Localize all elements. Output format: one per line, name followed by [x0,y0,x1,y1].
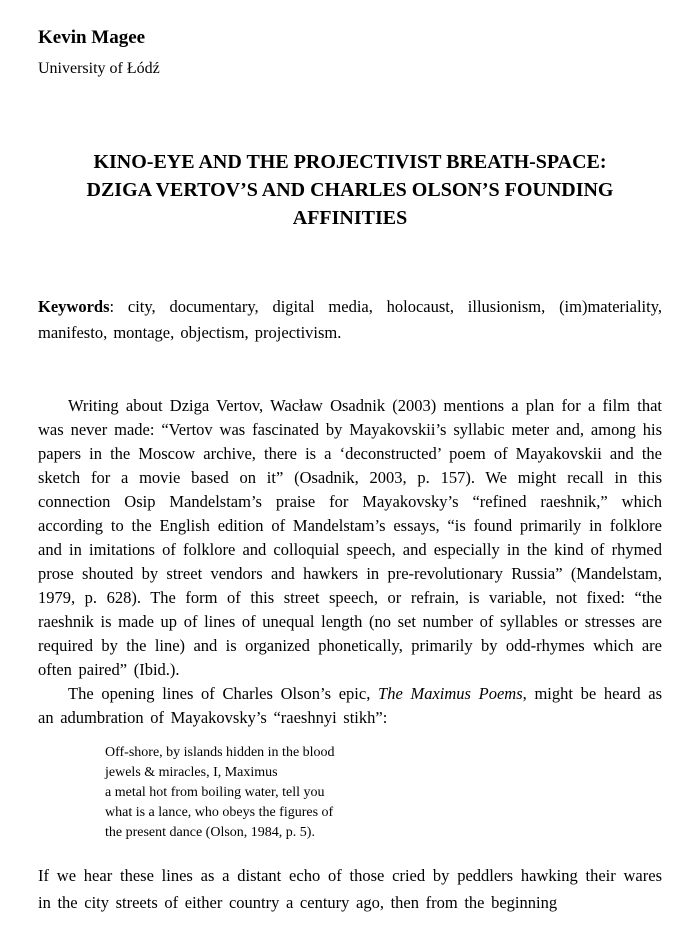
poem-blockquote [105,743,662,843]
author-affiliation: University of Łódź [38,60,160,77]
paragraph-1: Writing about Dziga Vertov, Wacław Osadnik (2003) mentions a plan for a film that was never made: “Vertov was fascinated by Mayakovskii’s syllabic meter and, among his papers in the Moscow archive, there is a ‘deconstructed’ poem of Mayakovskii and the sketch for a movie based on it” (Osadnik, 2003, p. 157). We might recall in this connection Osip Mandelstam’s praise for Mayakovsky’s “refined raeshnik,” which according to the English edition of Mandelstam’s essays, “is found primarily in folklore and in imitations of folklore and colloquial speech, and especially in the kind of rhymed prose shouted by street vendors and hawkers in pre-revolutionary Russia” (Mandelstam, 1979, p. 628). The form of this street speech, or refrain, is variable, not fixed: “the raeshnik is made up of lines of unequal length (no set number of syllables or stresses are required by the line) and is organized phonetically, primarily by odd-rhymes which are often paired” (Ibid.). [38,396,662,679]
poem-line-5: the present dance (Olson, 1984, p. 5). [105,825,315,840]
poem-line-2: jewels & miracles, I, Maximus [105,765,278,780]
paper-title-line-2: DZIGA VERTOV’S AND CHARLES OLSON’S FOUNDING [86,179,614,201]
article-body [38,394,662,916]
poem-line-4: what is a lance, who obeys the figures of [105,805,334,820]
paragraph-2-text-start: The opening lines of Charles Olson’s epic, [68,684,379,703]
paper-title-line-1: KINO-EYE AND THE PROJECTIVIST BREATH-SPACE: [93,151,607,173]
keywords-section [38,294,662,346]
keywords-list: : city, documentary, digital media, holocaust, illusionism, (im)materiality, manifesto, montage, objectism, projectivism. [38,297,662,342]
paper-title [38,148,662,232]
author-block [38,26,160,79]
poem-line-1: Off-shore, by islands hidden in the blood [105,745,335,760]
paragraph-2 [38,682,662,730]
author-name: Kevin Magee [38,27,146,48]
poem-line-3: a metal hot from boiling water, tell you [105,785,325,800]
paragraph-2-text-end: , might be heard as an adumbration of Mayakovsky’s “raeshnyi stikh”: [38,684,663,727]
book-title-maximus-poems: The Maximus Poems [378,684,523,703]
paragraph-3: If we hear these lines as a distant echo of those cried by peddlers hawking their wares in the city streets of either country a century ago, then from the beginning [38,866,662,912]
paper-title-line-3: AFFINITIES [292,207,408,229]
keywords-label: Keywords [38,297,110,316]
